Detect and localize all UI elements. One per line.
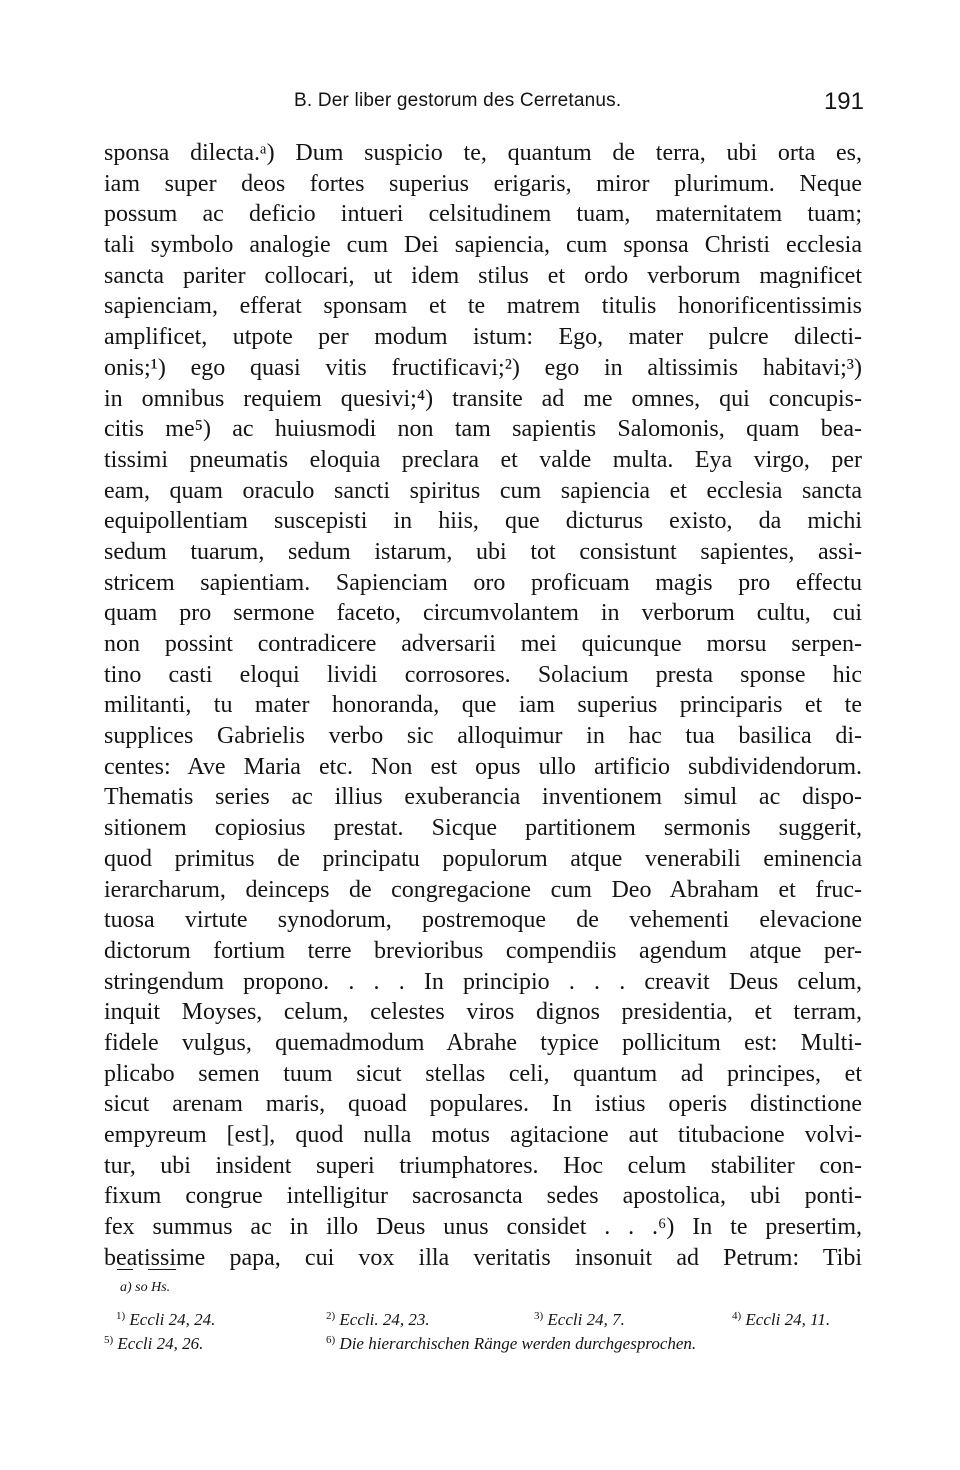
- text-line: possum ac deficio intueri celsitudinem tuam, maternitatem tuam;: [104, 201, 862, 228]
- text-line: non possint contradicere adversarii mei quicunque morsu serpen-: [104, 631, 862, 657]
- text-line: ierarcharum, deinceps de congregacione cum Deo Abraham et fruc-: [104, 876, 862, 903]
- text-line: sicut arenam maris, quoad populares. In istius operis distinctione: [104, 1091, 862, 1118]
- text-line: in omnibus requiem quesivi;⁴) transite ad me omnes, qui concupis-: [104, 385, 862, 412]
- text-line: inquit Moyses, celum, celestes viros dignos presidentia, et terram,: [104, 999, 862, 1026]
- footnote: [326, 1328, 696, 1356]
- text-line: sedum tuarum, sedum istarum, ubi tot consistunt sapientes, assi-: [104, 538, 862, 565]
- text-line: stringendum propono. . . . In principio . . . creavit Deus celum,: [104, 968, 862, 995]
- text-line: tur, ubi insident superi triumphatores. Hoc celum stabiliter con-: [104, 1152, 862, 1179]
- text-line: beatissime papa, cui vox illa veritatis insonuit ad Petrum: Tibi: [104, 1244, 862, 1271]
- text-line: sponsa dilecta.ᵃ) Dum suspicio te, quantum de terra, ubi orta es,: [104, 140, 862, 166]
- text-line: fidele vulgus, quemadmodum Abrahe typice pollicitum est: Multi-: [104, 1029, 862, 1056]
- text-line: sapienciam, efferat sponsam et te matrem titulis honorificentissimis: [104, 293, 862, 320]
- text-line: empyreum [est], quod nulla motus agitacione aut titubacione volvi-: [104, 1122, 862, 1148]
- text-line: equipollentiam suscepisti in hiis, que dicturus existo, da michi: [104, 508, 862, 535]
- footnote-row: [104, 1304, 874, 1328]
- footnote-text: Eccli. 24, 23.: [339, 1310, 430, 1329]
- text-line: tissimi pneumatis eloquia preclara et valde multa. Eya virgo, per: [104, 446, 862, 473]
- text-line: militanti, tu mater honoranda, que iam superius principaris et te: [104, 692, 862, 719]
- text-line: fex summus ac in illo Deus unus considet . . .⁶) In te presertim,: [104, 1214, 862, 1241]
- text-line: stricem sapientiam. Sapienciam oro proficuam magis pro effectu: [104, 569, 862, 596]
- text-line: tali symbolo analogie cum Dei sapiencia, cum sponsa Christi ecclesia: [104, 232, 862, 259]
- text-line: amplificet, utpote per modum istum: Ego, mater pulcre dilecti-: [104, 324, 862, 351]
- footnote-marker: 3): [534, 1310, 544, 1322]
- text-line: sancta pariter collocari, ut idem stilus et ordo verborum magnificet: [104, 262, 862, 289]
- text-line: centes: Ave Maria etc. Non est opus ullo artificio subdividendorum.: [104, 753, 862, 780]
- footnote-marker: 1): [116, 1310, 126, 1322]
- text-line: iam super deos fortes superius erigaris, miror plurimum. Neque: [104, 170, 862, 197]
- text-line: tuosa virtute synodorum, postremoque de vehementi elevacione: [104, 907, 862, 934]
- footnote-marker: 2): [326, 1310, 336, 1322]
- running-head: [104, 82, 864, 122]
- page-number: 191: [823, 88, 864, 115]
- text-line: plicabo semen tuum sicut stellas celi, quantum ad principes, et: [104, 1060, 862, 1087]
- text-line: eam, quam oraculo sancti spiritus cum sapiencia et ecclesia sancta: [104, 477, 862, 504]
- footnote-separator: [117, 1269, 133, 1270]
- body-text: [104, 138, 862, 1273]
- footnote-text: Eccli 24, 24.: [129, 1310, 216, 1329]
- footnote-row: [104, 1328, 874, 1352]
- footnote-marker: 5): [104, 1334, 114, 1346]
- text-line: quod primitus de principatu populorum atque venerabili eminencia: [104, 845, 862, 872]
- running-title: B. Der liber gestorum des Cerretanus.: [294, 90, 622, 111]
- footnote-text: Eccli 24, 11.: [745, 1310, 831, 1329]
- text-line: onis;¹) ego quasi vitis fructificavi;²) ego in altissimis habitavi;³): [104, 354, 862, 381]
- text-line: tino casti eloqui lividi corrosores. Solacium presta sponse hic: [104, 661, 862, 688]
- text-line: fixum congrue intelligitur sacrosancta sedes apostolica, ubi ponti-: [104, 1183, 862, 1210]
- text-line: supplices Gabrielis verbo sic alloquimur in hac tua basilica di-: [104, 723, 862, 750]
- text-line: dictorum fortium terre brevioribus compendiis agendum atque per-: [104, 937, 862, 964]
- footnote: [104, 1328, 203, 1356]
- footnote-text: Die hierarchischen Ränge werden durchgesprochen.: [339, 1334, 697, 1353]
- text-line: sitionem copiosius prestat. Sicque partitionem sermonis suggerit,: [104, 815, 862, 842]
- footnote-separator: [148, 1269, 176, 1270]
- text-line: quam pro sermone faceto, circumvolantem in verborum cultu, cui: [104, 600, 862, 627]
- footnote-critical: a) so Hs.: [120, 1280, 171, 1295]
- footnote-marker: 6): [326, 1334, 336, 1346]
- text-line: citis me⁵) ac huiusmodi non tam sapientis Salomonis, quam bea-: [104, 416, 862, 443]
- footnote-text: Eccli 24, 7.: [547, 1310, 625, 1329]
- text-line: Thematis series ac illius exuberancia inventionem simul ac dispo-: [104, 784, 862, 811]
- footnote-text: Eccli 24, 26.: [117, 1334, 204, 1353]
- footnote-marker: 4): [732, 1310, 742, 1322]
